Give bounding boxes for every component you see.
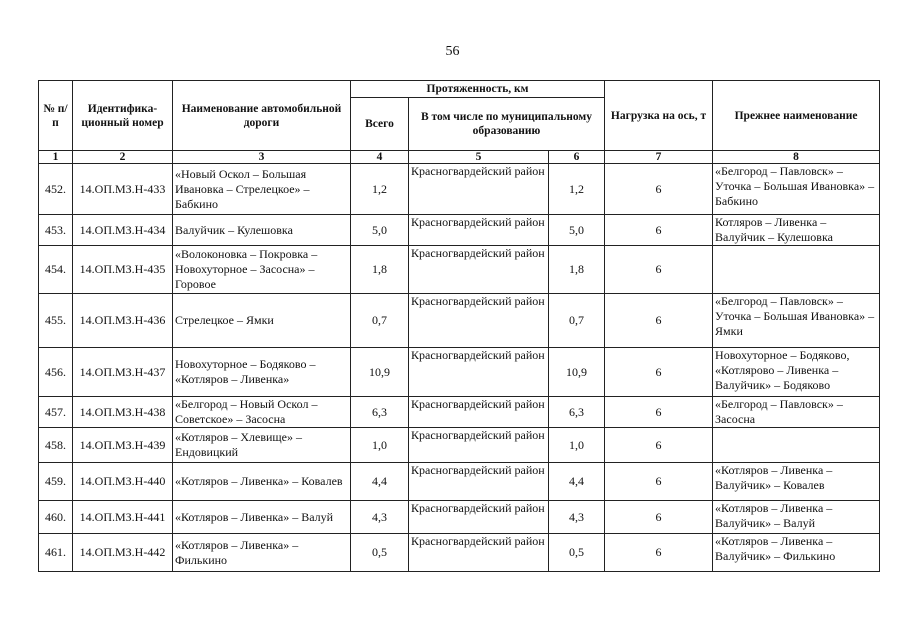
row-municipality-length: 1,2: [549, 164, 605, 215]
row-municipality-length: 10,9: [549, 348, 605, 397]
row-total-length: 1,2: [351, 164, 409, 215]
row-total-length: 4,3: [351, 501, 409, 534]
table-row: [39, 397, 880, 428]
table-row: [39, 428, 880, 463]
row-id: 14.ОП.МЗ.Н-436: [73, 294, 173, 348]
row-municipality: Красногвардейский район: [409, 428, 549, 463]
table-row: [39, 215, 880, 246]
row-municipality: Красногвардейский район: [409, 294, 549, 348]
row-id: 14.ОП.МЗ.Н-438: [73, 397, 173, 428]
row-total-length: 6,3: [351, 397, 409, 428]
header-num: № п/п: [39, 81, 73, 151]
row-axle-load: 6: [605, 534, 713, 572]
row-total-length: 1,0: [351, 428, 409, 463]
row-previous-name: «Белгород – Павловск» – Уточка – Большая Ивановка» – Ямки: [713, 294, 880, 348]
table-row: [39, 534, 880, 572]
row-road-name: Новохуторное – Бодяково – «Котляров – Ливенка»: [173, 348, 351, 397]
row-road-name: «Новый Оскол – Большая Ивановка – Стрелецкое» – Бабкино: [173, 164, 351, 215]
row-municipality-length: 1,0: [549, 428, 605, 463]
row-road-name: «Белгород – Новый Оскол – Советское» – Засосна: [173, 397, 351, 428]
row-road-name: «Котляров – Хлевище» – Ендовицкий: [173, 428, 351, 463]
roads-table: [38, 80, 880, 572]
row-number: 460.: [39, 501, 73, 534]
row-axle-load: 6: [605, 164, 713, 215]
row-municipality: Красногвардейский район: [409, 246, 549, 294]
row-municipality-length: 4,3: [549, 501, 605, 534]
row-id: 14.ОП.МЗ.Н-434: [73, 215, 173, 246]
row-previous-name: [713, 246, 880, 294]
row-previous-name: «Белгород – Павловск» – Уточка – Большая Ивановка» – Бабкино: [713, 164, 880, 215]
table-row: [39, 348, 880, 397]
row-municipality: Красногвардейский район: [409, 534, 549, 572]
row-axle-load: 6: [605, 501, 713, 534]
table-row: [39, 501, 880, 534]
col-number: 7: [605, 151, 713, 164]
row-previous-name: «Котляров – Ливенка – Валуйчик» – Валуй: [713, 501, 880, 534]
header-prev: Прежнее наименование: [713, 81, 880, 151]
col-number: 1: [39, 151, 73, 164]
row-axle-load: 6: [605, 348, 713, 397]
row-municipality: Красногвардейский район: [409, 463, 549, 501]
row-number: 454.: [39, 246, 73, 294]
row-axle-load: 6: [605, 246, 713, 294]
header-id: Идентифика-ционный номер: [73, 81, 173, 151]
row-previous-name: [713, 428, 880, 463]
row-total-length: 0,5: [351, 534, 409, 572]
page-number: 56: [445, 44, 460, 59]
row-municipality-length: 1,8: [549, 246, 605, 294]
row-previous-name: «Белгород – Павловск» – Засосна: [713, 397, 880, 428]
row-axle-load: 6: [605, 463, 713, 501]
row-total-length: 5,0: [351, 215, 409, 246]
table-body: [39, 164, 880, 572]
row-municipality-length: 0,7: [549, 294, 605, 348]
table-row: [39, 294, 880, 348]
header-name: Наименование автомобильной дороги: [173, 81, 351, 151]
row-total-length: 1,8: [351, 246, 409, 294]
row-municipality: Красногвардейский район: [409, 397, 549, 428]
row-municipality: Красногвардейский район: [409, 501, 549, 534]
row-id: 14.ОП.МЗ.Н-437: [73, 348, 173, 397]
row-number: 461.: [39, 534, 73, 572]
row-number: 457.: [39, 397, 73, 428]
row-number: 455.: [39, 294, 73, 348]
row-previous-name: «Котляров – Ливенка – Валуйчик» – Филькино: [713, 534, 880, 572]
row-axle-load: 6: [605, 215, 713, 246]
row-id: 14.ОП.МЗ.Н-442: [73, 534, 173, 572]
table-row: [39, 246, 880, 294]
row-axle-load: 6: [605, 397, 713, 428]
row-municipality-length: 6,3: [549, 397, 605, 428]
table-row: [39, 463, 880, 501]
row-road-name: «Котляров – Ливенка» – Ковалев: [173, 463, 351, 501]
row-municipality-length: 0,5: [549, 534, 605, 572]
header-total: Всего: [351, 98, 409, 151]
table-row: [39, 164, 880, 215]
row-road-name: Стрелецкое – Ямки: [173, 294, 351, 348]
row-municipality: Красногвардейский район: [409, 164, 549, 215]
col-number: 6: [549, 151, 605, 164]
row-number: 458.: [39, 428, 73, 463]
row-id: 14.ОП.МЗ.Н-440: [73, 463, 173, 501]
row-road-name: Валуйчик – Кулешовка: [173, 215, 351, 246]
header-incl: В том числе по муниципальному образованию: [409, 98, 605, 151]
row-axle-load: 6: [605, 294, 713, 348]
col-number: 5: [409, 151, 549, 164]
row-municipality-length: 5,0: [549, 215, 605, 246]
row-id: 14.ОП.МЗ.Н-439: [73, 428, 173, 463]
row-number: 459.: [39, 463, 73, 501]
row-total-length: 10,9: [351, 348, 409, 397]
row-number: 453.: [39, 215, 73, 246]
row-axle-load: 6: [605, 428, 713, 463]
row-total-length: 4,4: [351, 463, 409, 501]
row-id: 14.ОП.МЗ.Н-433: [73, 164, 173, 215]
col-number: 8: [713, 151, 880, 164]
col-number: 3: [173, 151, 351, 164]
row-previous-name: Котляров – Ливенка – Валуйчик – Кулешовка: [713, 215, 880, 246]
row-id: 14.ОП.МЗ.Н-441: [73, 501, 173, 534]
row-id: 14.ОП.МЗ.Н-435: [73, 246, 173, 294]
row-previous-name: «Котляров – Ливенка – Валуйчик» – Ковалев: [713, 463, 880, 501]
row-municipality-length: 4,4: [549, 463, 605, 501]
header-length: Протяженность, км: [351, 81, 605, 98]
col-number: 2: [73, 151, 173, 164]
row-road-name: «Котляров – Ливенка» – Филькино: [173, 534, 351, 572]
row-number: 456.: [39, 348, 73, 397]
header-load: Нагрузка на ось, т: [605, 81, 713, 151]
row-road-name: «Котляров – Ливенка» – Валуй: [173, 501, 351, 534]
row-road-name: «Волоконовка – Покровка – Новохуторное – Засосна» – Горовое: [173, 246, 351, 294]
row-total-length: 0,7: [351, 294, 409, 348]
row-municipality: Красногвардейский район: [409, 348, 549, 397]
row-number: 452.: [39, 164, 73, 215]
row-previous-name: Новохуторное – Бодяково, «Котлярово – Ливенка – Валуйчик» – Бодяково: [713, 348, 880, 397]
row-municipality: Красногвардейский район: [409, 215, 549, 246]
col-number: 4: [351, 151, 409, 164]
